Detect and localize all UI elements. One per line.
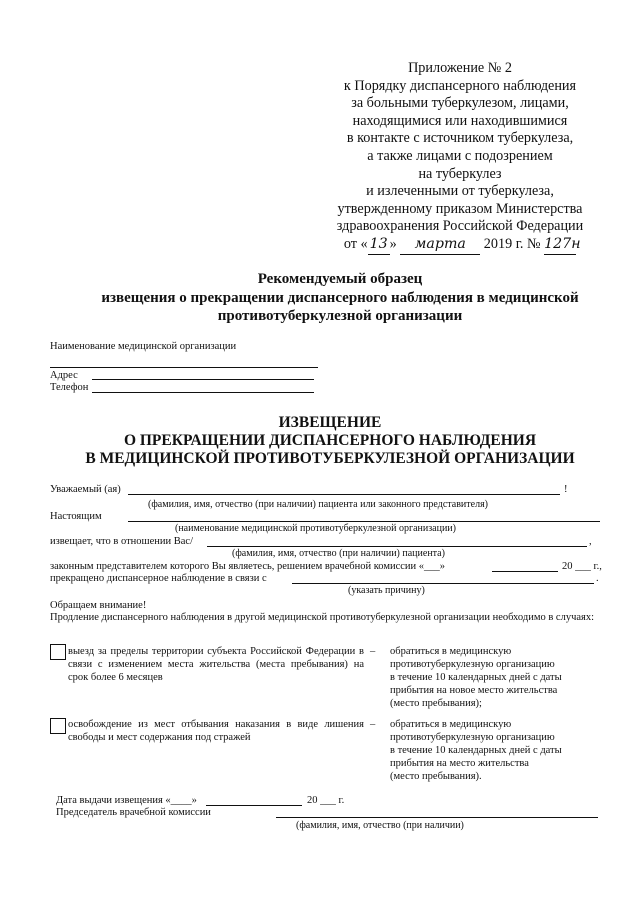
caption-chairman-fio: (фамилия, имя, отчество (при наличии)	[296, 820, 464, 831]
hereby-label: Настоящим	[50, 511, 102, 522]
period: .	[596, 573, 599, 584]
case-action-line: (место пребывания).	[390, 771, 482, 782]
caption-org: (наименование медицинской противотуберкулезной организации)	[175, 523, 456, 534]
case-checkbox-release[interactable]	[50, 718, 66, 734]
case-dash: –	[370, 646, 376, 657]
case-action-line: противотуберкулезную организацию	[390, 659, 555, 670]
continuation-text: Продление диспансерного наблюдения в другой медицинской противотуберкулезной организации необходимо в случаях:	[50, 612, 595, 623]
appendix-line: утвержденному приказом Министерства	[337, 200, 583, 217]
appendix-line: на туберкулез	[418, 165, 502, 182]
comma: ,	[589, 536, 592, 547]
appendix-line: а также лицами с подозрением	[367, 147, 553, 164]
case-action-line: в течение 10 календарных дней с даты	[390, 745, 562, 756]
case-condition: выезд за пределы территории субъекта Российской Федерации в связи с изменением места жительства (места пребывания) на срок более 6 месяцев	[68, 646, 364, 683]
case-checkbox-relocation[interactable]	[50, 644, 66, 660]
dear-label: Уважаемый (ая)	[50, 484, 121, 495]
reason-field[interactable]	[292, 583, 594, 584]
case-action-line: прибытия на новое место жительства	[390, 685, 558, 696]
terminated-text: прекращено диспансерное наблюдение в связи с	[50, 573, 267, 584]
address-label: Адрес	[50, 370, 78, 381]
case-action	[390, 718, 600, 783]
commission-year: 20 ___ г.,	[562, 561, 602, 572]
commission-month-field[interactable]	[492, 571, 558, 572]
recommended-line: Рекомендуемый образец	[257, 271, 423, 287]
recommended-title	[60, 270, 620, 326]
appendix-line: находящимися или находившимися	[352, 112, 568, 129]
issue-date-label: Дата выдачи извещения «____»	[56, 795, 197, 806]
case-dash: –	[370, 719, 376, 730]
notice-title	[40, 414, 620, 468]
recipient-name-field[interactable]	[128, 494, 560, 495]
order-day: 13	[368, 236, 390, 255]
org-name-field[interactable]	[50, 367, 318, 368]
notice-title-line: В МЕДИЦИНСКОЙ ПРОТИВОТУБЕРКУЛЕЗНОЙ ОРГАНИЗАЦИИ	[85, 450, 575, 467]
issue-month-field[interactable]	[206, 805, 302, 806]
order-number: 127н	[544, 236, 576, 255]
attention-text: Обращаем внимание!	[50, 600, 147, 611]
case-action-line: в течение 10 календарных дней с даты	[390, 672, 562, 683]
patient-name-field[interactable]	[207, 546, 587, 547]
phone-label: Телефон	[50, 382, 89, 393]
case-condition: освобождение из мест отбывания наказания в виде лишения свободы и мест содержания под стражей	[68, 719, 364, 743]
appendix-line: за больными туберкулезом, лицами,	[351, 95, 569, 112]
date-mid: »	[389, 235, 397, 252]
caption-reason: (указать причину)	[348, 585, 425, 596]
order-date-line	[300, 236, 620, 255]
caption-fio-patient: (фамилия, имя, отчество (при наличии) пациента)	[232, 548, 445, 559]
case-action	[390, 645, 600, 710]
appendix-line: в контакте с источником туберкулеза,	[346, 130, 574, 147]
date-prefix: от «	[343, 235, 368, 252]
notice-title-line: О ПРЕКРАЩЕНИИ ДИСПАНСЕРНОГО НАБЛЮДЕНИЯ	[123, 432, 537, 449]
order-month: марта	[400, 236, 480, 255]
legal-rep-text: законным представителем которого Вы являетесь, решением врачебной комиссии «___»	[50, 561, 446, 572]
recommended-line: извещения о прекращении диспансерного наблюдения в медицинской	[101, 289, 579, 306]
appendix-header	[300, 60, 620, 255]
chairman-label: Председатель врачебной комиссии	[56, 807, 211, 818]
chairman-name-field[interactable]	[276, 817, 598, 818]
appendix-line: Приложение № 2	[408, 60, 512, 76]
case-action-line: прибытия на место жительства	[390, 758, 529, 769]
case-action-line: обратиться в медицинскую	[390, 646, 512, 657]
caption-fio-patient-rep: (фамилия, имя, отчество (при наличии) пациента или законного представителя)	[148, 499, 488, 510]
phone-field[interactable]	[92, 392, 314, 393]
order-year: 2019 г. №	[483, 235, 541, 252]
case-action-line: обратиться в медицинскую	[390, 719, 512, 730]
case-action-line: (место пребывания);	[390, 698, 482, 709]
org-name-label: Наименование медицинской организации	[50, 341, 237, 352]
address-field[interactable]	[92, 379, 314, 380]
appendix-line: здравоохранения Российской Федерации	[336, 218, 584, 235]
recommended-line: противотуберкулезной организации	[217, 308, 463, 324]
exclamation: !	[564, 484, 568, 495]
informs-label: извещает, что в отношении Вас/	[50, 536, 194, 547]
case-action-line: противотуберкулезную организацию	[390, 732, 555, 743]
issue-year: 20 ___ г.	[307, 795, 345, 806]
appendix-line: к Порядку диспансерного наблюдения	[343, 77, 577, 94]
notice-title-line: ИЗВЕЩЕНИЕ	[278, 414, 382, 431]
org-field[interactable]	[128, 521, 600, 522]
appendix-line: и излеченными от туберкулеза,	[366, 183, 554, 200]
